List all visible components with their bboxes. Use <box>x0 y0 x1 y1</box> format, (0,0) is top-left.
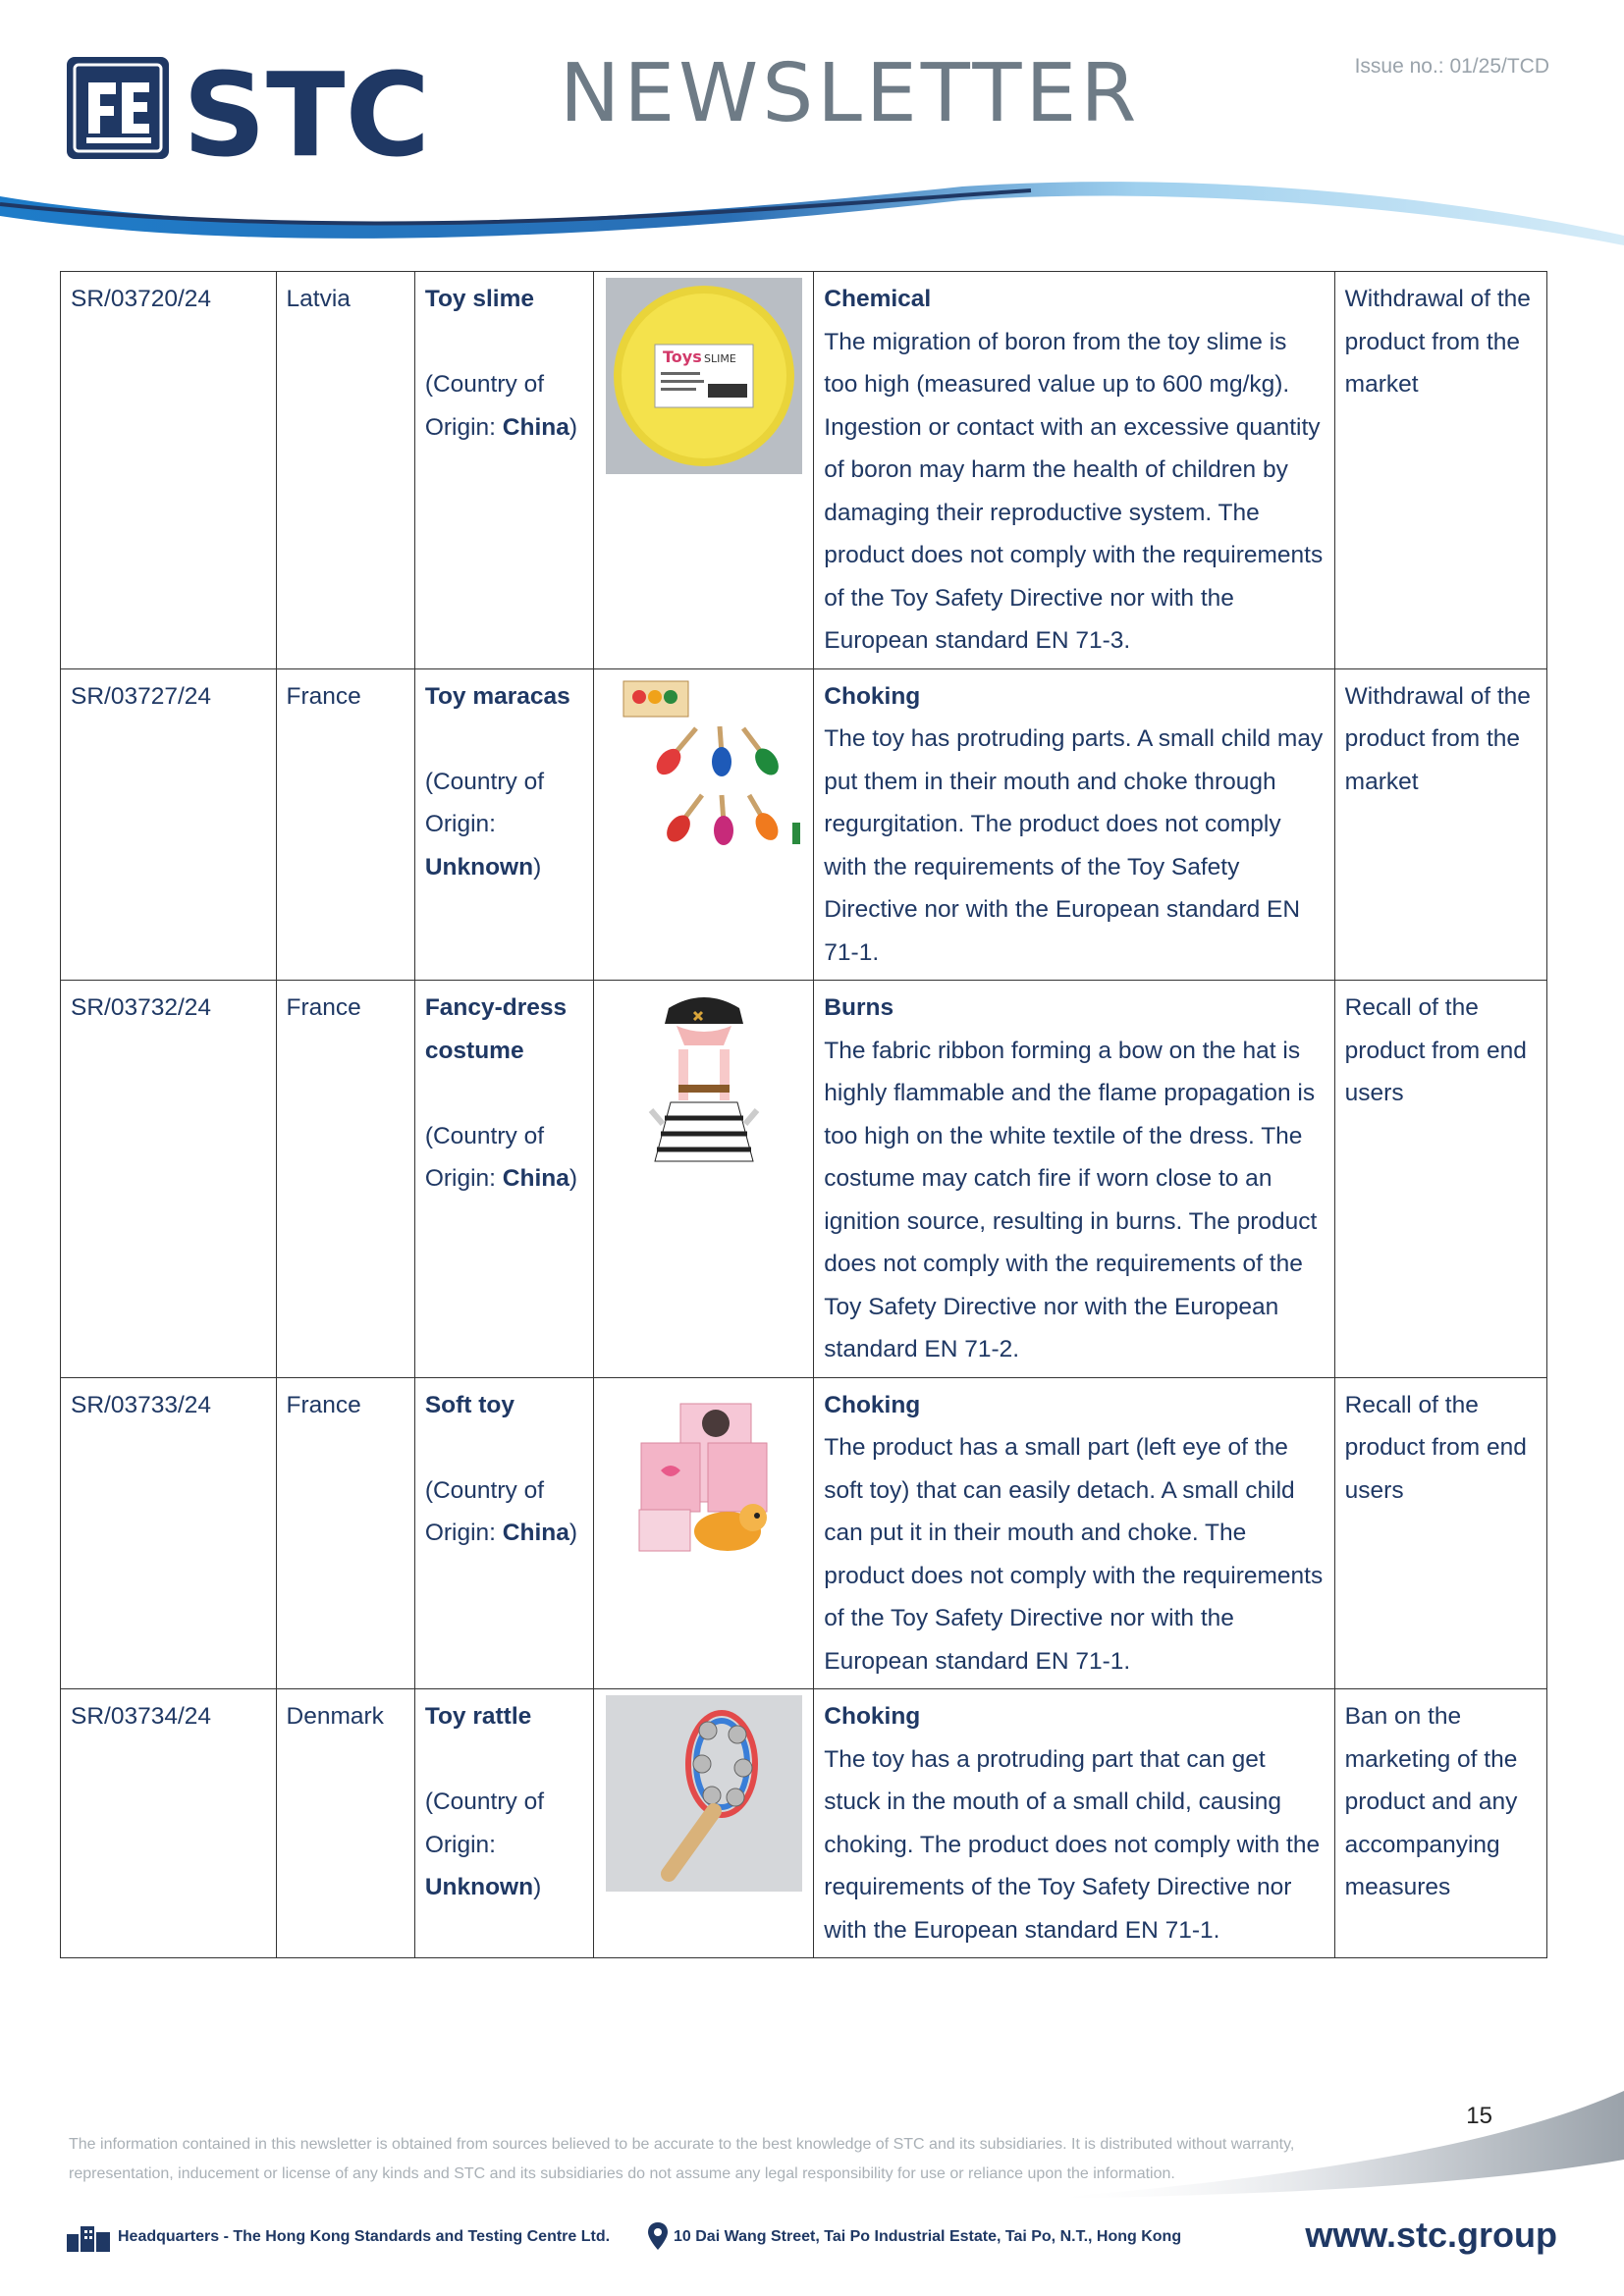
location-pin-icon <box>648 2222 668 2250</box>
address-text: 10 Dai Wang Street, Tai Po Industrial Estate, Tai Po, N.T., Hong Kong <box>674 2228 1182 2245</box>
risk-cell <box>814 272 1334 669</box>
svg-text:Toys: Toys <box>662 347 702 366</box>
origin-country: China <box>502 1520 569 1546</box>
notifying-country: Latvia <box>276 272 414 669</box>
page-number: 15 <box>1466 2103 1492 2129</box>
product-name: Toy slime <box>424 286 535 312</box>
table-row <box>61 1689 1547 1958</box>
origin-country: Unknown <box>424 853 534 881</box>
measures-taken: Ban on the marketing of the product and any accompanying measures <box>1334 1689 1546 1958</box>
product-image-cell <box>594 272 814 669</box>
risk-type: Choking <box>824 1391 921 1418</box>
origin-suffix: ) <box>568 413 578 441</box>
issue-number: Issue no.: 01/25/TCD <box>1354 55 1549 78</box>
measures-taken: Withdrawal of the product from the market <box>1334 668 1546 981</box>
risk-type: Chemical <box>824 286 932 312</box>
reference-number: SR/03727/24 <box>61 668 277 981</box>
reference-number: SR/03720/24 <box>61 272 277 669</box>
footer-contact-bar <box>65 2215 1557 2260</box>
risk-description: The migration of boron from the toy slime is too high (measured value up to 600 mg/kg). Ingestion or contact with an excessive quantity of boron may harm the health of children by damaging their reproductive system. The product does not comply with the requirements of the Toy Safety Directive nor with the European standard EN 71-3. <box>824 328 1324 654</box>
origin-prefix: (Country of Origin: <box>424 768 544 837</box>
svg-text:STC: STC <box>183 55 431 165</box>
notifying-country: France <box>276 1377 414 1689</box>
origin-prefix: (Country of Origin: <box>424 1122 544 1192</box>
reference-number: SR/03734/24 <box>61 1689 277 1958</box>
origin-country: China <box>502 413 569 441</box>
measures-taken: Recall of the product from end users <box>1334 1377 1546 1689</box>
risk-cell <box>814 668 1334 981</box>
origin-suffix: ) <box>533 1874 542 1900</box>
measures-taken: Withdrawal of the product from the market <box>1334 272 1546 669</box>
yellow-slime-tub-image <box>606 278 802 474</box>
newsletter-title: NEWSLETTER <box>560 47 1141 140</box>
product-cell <box>414 981 594 1378</box>
risk-type: Choking <box>824 1703 921 1730</box>
product-cell <box>414 668 594 981</box>
product-name: Toy rattle <box>424 1703 532 1730</box>
origin-country: Unknown <box>424 1874 534 1900</box>
headquarters-text: Headquarters - The Hong Kong Standards and Testing Centre Ltd. <box>118 2228 611 2245</box>
origin-suffix: ) <box>568 1165 578 1192</box>
pirate-costume-image <box>606 987 802 1183</box>
bell-rattle-image <box>606 1695 802 1892</box>
origin-prefix: (Country of Origin: <box>424 1476 544 1546</box>
origin-prefix: (Country of Origin: <box>424 1789 544 1858</box>
product-name: Soft toy <box>424 1391 514 1418</box>
table-row <box>61 668 1547 981</box>
reference-number: SR/03732/24 <box>61 981 277 1378</box>
product-image-cell <box>594 1689 814 1958</box>
origin-prefix: (Country of Origin: <box>424 371 544 441</box>
header-swoosh-decoration <box>0 177 1624 255</box>
website-link[interactable]: www.stc.group <box>1305 2215 1557 2255</box>
building-icon <box>65 2222 112 2252</box>
product-cell <box>414 1689 594 1958</box>
svg-text:SLIME: SLIME <box>703 352 736 365</box>
measures-taken: Recall of the product from end users <box>1334 981 1546 1378</box>
notifying-country: France <box>276 981 414 1378</box>
table-row <box>61 272 1547 669</box>
soft-toy-boxes-image <box>606 1384 802 1580</box>
risk-cell <box>814 1377 1334 1689</box>
table-row <box>61 981 1547 1378</box>
risk-type: Burns <box>824 994 894 1021</box>
origin-country: China <box>502 1165 569 1192</box>
product-image-cell <box>594 981 814 1378</box>
table-row <box>61 1377 1547 1689</box>
risk-cell <box>814 981 1334 1378</box>
risk-description: The toy has protruding parts. A small child may put them in their mouth and choke through regurgitation. The product does not comply with the requirements of the Toy Safety Directive nor with the European standard EN 71-1. <box>824 725 1324 966</box>
recalls-table <box>60 271 1547 1958</box>
origin-suffix: ) <box>568 1520 578 1546</box>
risk-type: Choking <box>824 682 921 710</box>
product-name: Toy maracas <box>424 682 570 710</box>
reference-number: SR/03733/24 <box>61 1377 277 1689</box>
product-cell <box>414 1377 594 1689</box>
notifying-country: Denmark <box>276 1689 414 1958</box>
product-name: Fancy-dress costume <box>424 994 568 1064</box>
colorful-maracas-image <box>606 675 802 872</box>
disclaimer-text: The information contained in this newsletter is obtained from sources believed to be accurate to the best knowledge of STC and its subsidiaries. It is distributed without warranty, representation, inducement or license of any kinds and STC and its subsidiaries do not assume any legal responsibility for use or reliance upon the information. <box>69 2136 1295 2182</box>
risk-description: The toy has a protruding part that can get stuck in the mouth of a small child, causing choking. The product does not comply with the requirements of the Toy Safety Directive nor with the European standard EN 71-1. <box>824 1745 1321 1944</box>
product-image-cell <box>594 1377 814 1689</box>
risk-cell <box>814 1689 1334 1958</box>
notifying-country: France <box>276 668 414 981</box>
risk-description: The product has a small part (left eye of the soft toy) that can easily detach. A small child can put it in their mouth and choke. The product does not comply with the requirements of the Toy Safety Directive nor with the European standard EN 71-1. <box>824 1434 1324 1675</box>
product-image-cell <box>594 668 814 981</box>
stc-logo <box>67 55 460 165</box>
origin-suffix: ) <box>533 853 542 881</box>
product-cell <box>414 272 594 669</box>
risk-description: The fabric ribbon forming a bow on the hat is highly flammable and the flame propagation is too high on the white textile of the dress. The costume may catch fire if worn close to an ignition source, resulting in burns. The product does not comply with the requirements of the Toy Safety Directive nor with the European standard EN 71-2. <box>824 1037 1318 1362</box>
